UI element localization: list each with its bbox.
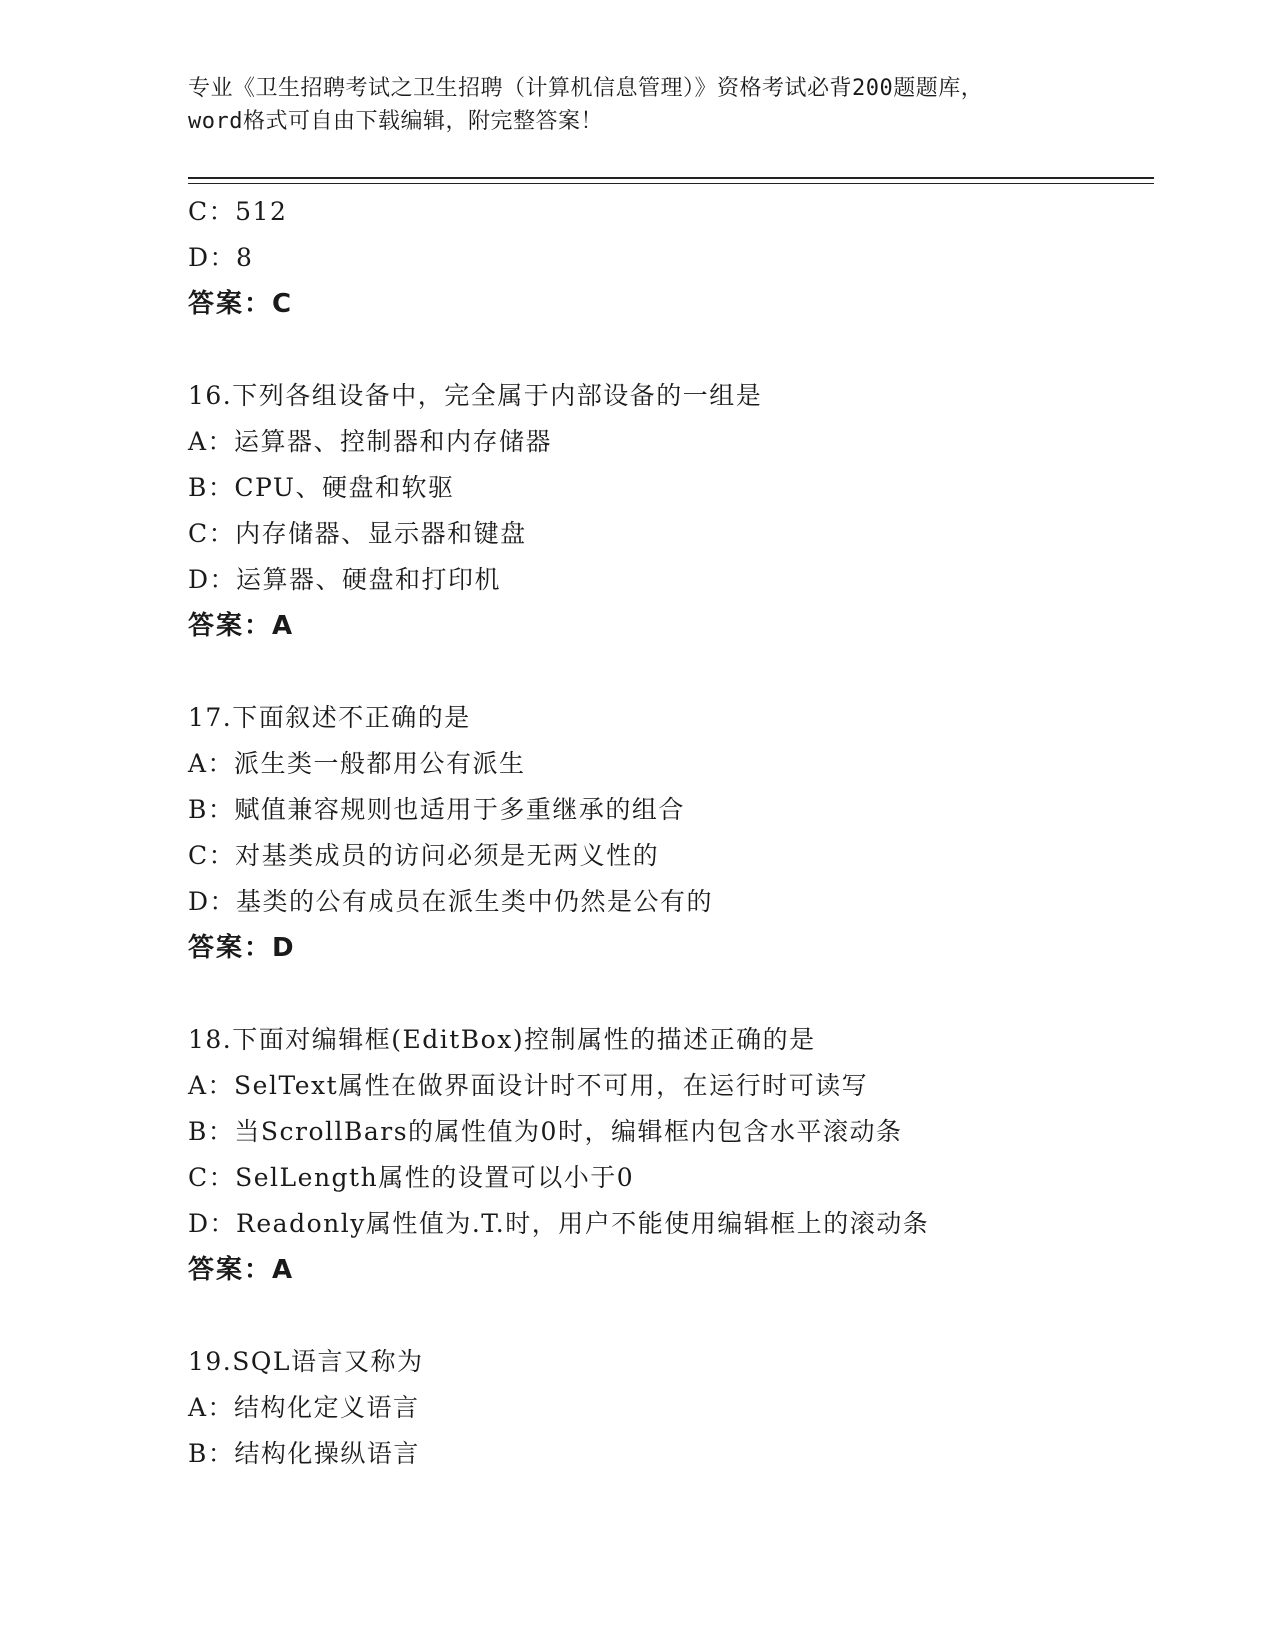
question-stem: 19.SQL语言又称为 [188,1347,424,1376]
question-list [188,189,1168,1477]
question-17 [188,695,1168,971]
header-divider-thin [188,183,1154,184]
option-c: C：SelLength属性的设置可以小于0 [188,1163,635,1192]
question-spacer [188,649,1168,695]
question-spacer [188,327,1168,373]
answer-line: 答案：C [188,289,294,319]
answer-line: 答案：A [188,1255,295,1285]
answer-line: 答案：A [188,611,295,641]
option-a: A：结构化定义语言 [188,1393,420,1422]
header-divider-thick [188,177,1154,179]
option-c: C：512 [188,197,288,226]
option-b: B：CPU、硬盘和软驱 [188,473,455,502]
document-header [188,72,1088,138]
question-spacer [188,1293,1168,1339]
question-stem: 16.下列各组设备中，完全属于内部设备的一组是 [188,381,763,410]
header-title-line-1: 专业《卫生招聘考试之卫生招聘（计算机信息管理）》资格考试必背200题题库， [188,76,984,101]
question-stem: 18.下面对编辑框(EditBox)控制属性的描述正确的是 [188,1025,816,1054]
header-title-line-2: word格式可自由下载编辑，附完整答案！ [188,109,603,134]
answer-line: 答案：D [188,933,296,963]
option-b: B：当ScrollBars的属性值为0时，编辑框内包含水平滚动条 [188,1117,903,1146]
option-c: C：对基类成员的访问必须是无两义性的 [188,841,660,870]
question-16 [188,373,1168,649]
option-b: B：结构化操纵语言 [188,1439,420,1468]
question-18 [188,1017,1168,1293]
question-15-tail [188,189,1168,327]
option-c: C：内存储器、显示器和键盘 [188,519,527,548]
option-a: A：派生类一般都用公有派生 [188,749,526,778]
question-spacer [188,971,1168,1017]
option-b: B：赋值兼容规则也适用于多重继承的组合 [188,795,685,824]
option-d: D：基类的公有成员在派生类中仍然是公有的 [188,887,714,916]
option-d: D：运算器、硬盘和打印机 [188,565,502,594]
option-a: A：SelText属性在做界面设计时不可用，在运行时可读写 [188,1071,869,1100]
option-a: A：运算器、控制器和内存储器 [188,427,553,456]
option-d: D：8 [188,243,254,272]
question-19 [188,1339,1168,1477]
question-stem: 17.下面叙述不正确的是 [188,703,471,732]
option-d: D：Readonly属性值为.T.时，用户不能使用编辑框上的滚动条 [188,1209,930,1238]
